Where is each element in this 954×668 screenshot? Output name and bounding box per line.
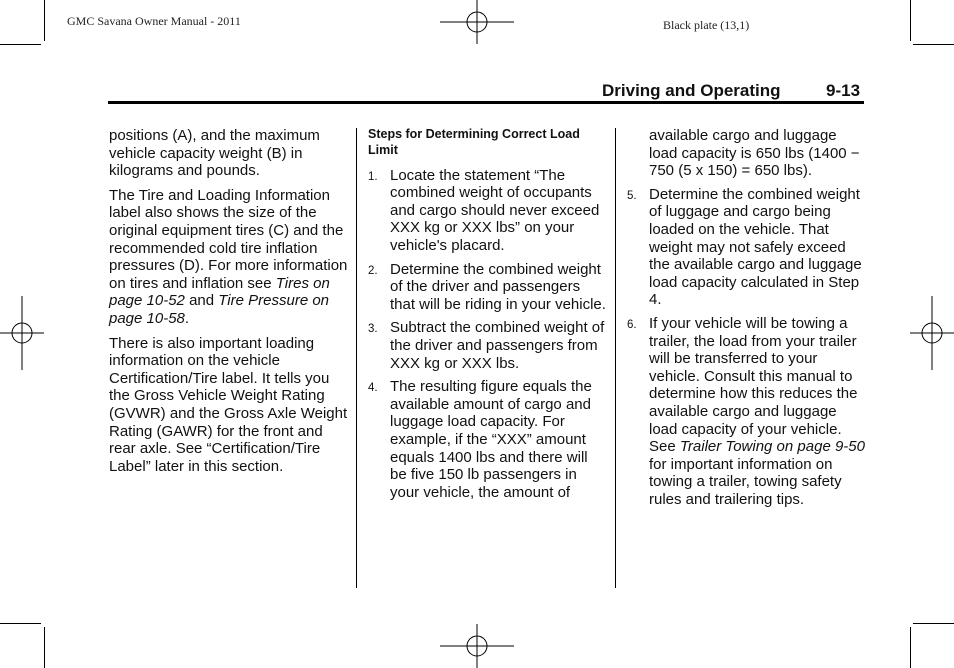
crop-mark xyxy=(913,623,954,624)
cross-reference-link[interactable]: Tire Pressure on page 10-58 xyxy=(109,292,330,327)
crop-mark xyxy=(44,0,45,41)
step-item xyxy=(627,315,867,509)
crop-mark xyxy=(0,44,41,45)
step-text: Locate the statement “The combined weight of occupants and cargo should never exceed XXX kg or XXX lbs” on your vehicle's placard. xyxy=(390,166,600,254)
plate-label: Black plate (13,1) xyxy=(663,18,750,32)
step-number: 5. xyxy=(627,189,637,202)
cross-reference-link[interactable]: Tires on page 10-52 xyxy=(109,274,330,310)
crop-mark xyxy=(0,623,41,624)
registration-mark-top xyxy=(440,0,514,44)
step-text: Determine the combined weight of the driver and passengers that will be riding in your vehicle. xyxy=(390,260,606,313)
registration-mark-right xyxy=(910,296,954,370)
crop-mark xyxy=(910,0,911,41)
step-text: The resulting figure equals the available amount of cargo and luggage load capacity. For example, if the “XXX” amount equals 1400 lbs and there will be five 150 lb passengers in your vehicle, the amount of xyxy=(390,378,592,501)
step-number: 2. xyxy=(368,264,378,277)
paragraph-text: . xyxy=(184,309,190,327)
registration-mark-bottom xyxy=(440,624,514,668)
step-text: If your vehicle will be towing a trailer, the load from your trailer will be transferred to your vehicle. Consult this manual to determine how this reduces the available cargo and luggage load capacity of your vehicle. See xyxy=(649,314,858,456)
crop-mark xyxy=(910,627,911,668)
step-number: 1. xyxy=(368,170,378,183)
step-text: for important information on towing a trailer, towing safety rules and trailering tips. xyxy=(649,455,842,508)
step-number: 4. xyxy=(368,382,378,395)
header-rule xyxy=(108,101,864,104)
subheading: Steps for Determining Correct Load Limit xyxy=(368,127,580,157)
column-3 xyxy=(627,127,867,508)
step-item xyxy=(627,186,867,309)
cross-reference-link[interactable]: Trailer Towing on page 9-50 xyxy=(679,438,865,456)
column-1 xyxy=(109,127,349,475)
step-continuation: available cargo and luggage load capacity is 650 lbs (1400 − 750 (5 x 150) = 650 lbs). xyxy=(649,127,860,180)
paragraph: positions (A), and the maximum vehicle capacity weight (B) in kilograms and pounds. xyxy=(109,127,320,180)
step-item xyxy=(368,167,608,255)
column-2 xyxy=(368,127,608,501)
step-number: 6. xyxy=(627,318,637,331)
step-item xyxy=(368,261,608,314)
crop-mark xyxy=(44,627,45,668)
paragraph xyxy=(109,187,349,328)
crop-mark xyxy=(913,44,954,45)
column-divider xyxy=(615,128,616,588)
registration-mark-left xyxy=(0,296,44,370)
manual-title: GMC Savana Owner Manual - 2011 xyxy=(67,14,241,28)
step-item xyxy=(368,319,608,372)
paragraph-text: The Tire and Loading Information label also shows the size of the original equipment tires (C) and the recommended cold tire inflation pressures (D). For more information on tires and inflation see xyxy=(109,186,348,292)
paragraph: There is also important loading information on the vehicle Certification/Tire label. It tells you the Gross Vehicle Weight Rating (GVWR) and the Gross Axle Weight Rating (GAWR) for the front and rear axle. See “Certification/Tire Label” later in this section. xyxy=(109,334,348,475)
paragraph-text: and xyxy=(184,292,219,310)
page-number: 9-13 xyxy=(826,81,861,100)
column-divider xyxy=(356,128,357,588)
step-item xyxy=(368,378,608,501)
step-text: Subtract the combined weight of the driver and passengers from XXX kg or XXX lbs. xyxy=(390,319,605,372)
step-number: 3. xyxy=(368,323,378,336)
section-title: Driving and Operating xyxy=(602,81,781,100)
step-text: Determine the combined weight of luggage and cargo being loaded on the vehicle. That weight may not safely exceed the available cargo and luggage load capacity calculated in Step 4. xyxy=(649,185,862,309)
